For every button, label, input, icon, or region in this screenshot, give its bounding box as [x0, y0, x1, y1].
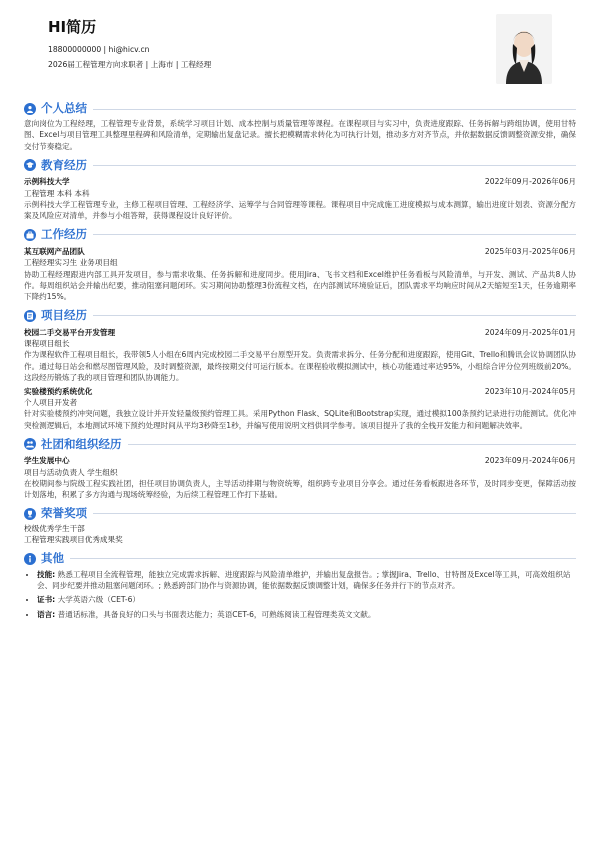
- item-label: 语言:: [37, 609, 56, 619]
- work-entry: [24, 246, 576, 303]
- entry-date: 2022年09月-2026年06月: [484, 177, 576, 187]
- info-icon: [24, 553, 36, 565]
- entry-description: 针对实验楼预约冲突问题，我独立设计并开发轻量级预约管理工具。采用Python Flask、SQLite和Bootstrap实现，通过模拟100条预约记录进行功能测试。优化冲突检测逻辑后，本地测试环境下预约处理时间从平均3秒降至1秒，并编写使用说明文档供同学参考。该项目提升了我的全栈开发能力和问题解决效率。: [24, 409, 576, 430]
- work-section-header: [24, 226, 576, 244]
- item-text: 熟悉工程项目全流程管理，能独立完成需求拆解、进度跟踪与风险清单维护，并输出复盘报告。; 掌握Jira、Trello、甘特图及Excel等工具，可高效组织站会、同步纪要并推动阻塞问题闭环。; 熟悉跨部门协作与资源协调，能依据数据反馈调整计划，确保多任务并行下的节点对齐。: [37, 569, 571, 590]
- trophy-icon: [24, 508, 36, 520]
- entry-date: 2023年10月-2024年05月: [484, 386, 576, 396]
- project-entry: [24, 386, 576, 432]
- education-section-header: [24, 156, 576, 174]
- section-divider: [93, 513, 576, 514]
- entry-description: 示例科技大学工程管理专业，主修工程项目管理、工程经济学、运筹学与合同管理等课程。课程项目中完成施工进度模拟与成本测算，输出进度计划表、资源分配方案及风险应对清单，并参与小组答辩，获得课程设计良好评价。: [24, 199, 576, 221]
- candidate-name: HI简历: [48, 18, 97, 36]
- projects-section-header: [24, 307, 576, 325]
- briefcase-icon: [24, 229, 36, 241]
- resume-header: [24, 0, 576, 96]
- summary-text: 意向岗位为工程经理，工程管理专业背景，系统学习项目计划、成本控制与质量管理等课程。在课程项目与实习中，负责进度跟踪、任务拆解与跨组协调，使用甘特图、Excel与项目管理工具整理里程碑和风险清单，定期输出复盘记录。擅长把模糊需求转化为可执行计划，推动多方对齐节点，并依据数据反馈调整资源安排，确保交付节奏稳定。: [24, 119, 576, 151]
- club-entry: [24, 455, 576, 501]
- clubs-section: [24, 435, 576, 501]
- graduation-cap-icon: [24, 159, 36, 171]
- degree-info: 工程管理 本科 本科: [24, 188, 90, 198]
- entry-description: 作为课程软件工程项目组长，我带领5人小组在6周内完成校园二手交易平台原型开发。负责需求拆分、任务分配和进度跟踪，使用Git、Trello和腾讯会议协调团队协作。通过每日站会和燃尽图管理风险，及时调整资源，最终按期交付可运行版本。在课程验收模拟测试中，核心功能通过率达95%，小组综合评分位列班级前20%。这段经历锻炼了我的项目管理和团队协调能力。: [24, 350, 576, 383]
- person-icon: [24, 103, 36, 115]
- section-title: 个人总结: [41, 101, 87, 116]
- job-title: 工程经理实习生 业务项目组: [24, 258, 118, 268]
- portrait-image: [496, 14, 552, 84]
- summary-section-header: [24, 100, 576, 118]
- section-title: 项目经历: [41, 308, 87, 323]
- section-divider: [93, 165, 576, 166]
- project-role: 课程项目组长: [24, 339, 70, 349]
- section-title: 社团和组织经历: [41, 436, 122, 451]
- list-item: [37, 569, 576, 592]
- section-divider: [93, 109, 576, 110]
- section-divider: [70, 558, 576, 559]
- item-text: 大学英语六级（CET-6）: [57, 595, 141, 605]
- projects-section: [24, 307, 576, 432]
- project-role: 个人项目开发者: [24, 398, 78, 408]
- summary-section: [24, 100, 576, 152]
- school-name: 示例科技大学: [24, 177, 70, 187]
- organization-name: 学生发展中心: [24, 456, 70, 466]
- item-label: 证书:: [37, 595, 56, 605]
- project-name: 校园二手交易平台开发管理: [24, 327, 116, 337]
- other-section-header: [24, 550, 576, 568]
- item-label: 技能:: [37, 569, 56, 579]
- clubs-section-header: [24, 435, 576, 453]
- section-title: 荣誉奖项: [41, 506, 87, 521]
- club-role: 项目与活动负责人 学生组织: [24, 467, 118, 477]
- entry-date: 2025年03月-2025年06月: [484, 246, 576, 256]
- group-icon: [24, 438, 36, 450]
- section-divider: [93, 315, 576, 316]
- company-name: 某互联网产品团队: [24, 246, 85, 256]
- honors-section-header: [24, 505, 576, 523]
- job-intent: 2026届工程管理方向求职者 | 上海市 | 工程经理: [48, 60, 212, 69]
- entry-description: 在校期间参与院级工程实践社团，担任项目协调负责人，主导活动排期与物资统筹，组织跨专业项目分享会。通过任务看板跟进各环节，及时同步变更，保障活动按计划落地，积累了多方沟通与现场统筹经验，为后续工程管理工作打下基础。: [24, 478, 576, 500]
- profile-photo: [496, 14, 552, 84]
- project-name: 实验楼预约系统优化: [24, 386, 93, 396]
- entry-date: 2023年09月-2024年06月: [484, 456, 576, 466]
- entry-date: 2024年09月-2025年01月: [484, 327, 576, 337]
- honors-section: [24, 505, 576, 546]
- item-text: 普通话标准，具备良好的口头与书面表达能力；英语CET-6，可熟练阅读工程管理类英文文献。: [57, 609, 376, 619]
- section-title: 工作经历: [41, 227, 87, 242]
- list-item: [37, 594, 576, 605]
- project-icon: [24, 310, 36, 322]
- education-entry: [24, 176, 576, 222]
- section-divider: [93, 234, 576, 235]
- list-item: [37, 609, 576, 620]
- section-title: 其他: [41, 550, 64, 565]
- education-section: [24, 156, 576, 222]
- section-divider: [128, 444, 577, 445]
- honor-item: 工程管理实践项目优秀成果奖: [24, 535, 123, 545]
- other-list: [24, 569, 576, 621]
- honor-item: 校级优秀学生干部: [24, 523, 85, 533]
- other-section: [24, 550, 576, 621]
- entry-description: 协助工程经理跟进内部工具开发项目，参与需求收集、任务拆解和进度同步。使用Jira、飞书文档和Excel维护任务看板与风险清单，与开发、测试、产品共8人协作。每周组织站会并输出纪要，推动阻塞问题闭环。实习期间协助整理3份流程文档，在内部测试环境验证后，团队需求平均响应时间从2天缩短至1天，任务逾期率下降约15%。: [24, 269, 576, 302]
- section-title: 教育经历: [41, 157, 87, 172]
- work-section: [24, 226, 576, 303]
- contact-info: 18800000000 | hi@hicv.cn: [48, 45, 150, 54]
- project-entry: [24, 327, 576, 384]
